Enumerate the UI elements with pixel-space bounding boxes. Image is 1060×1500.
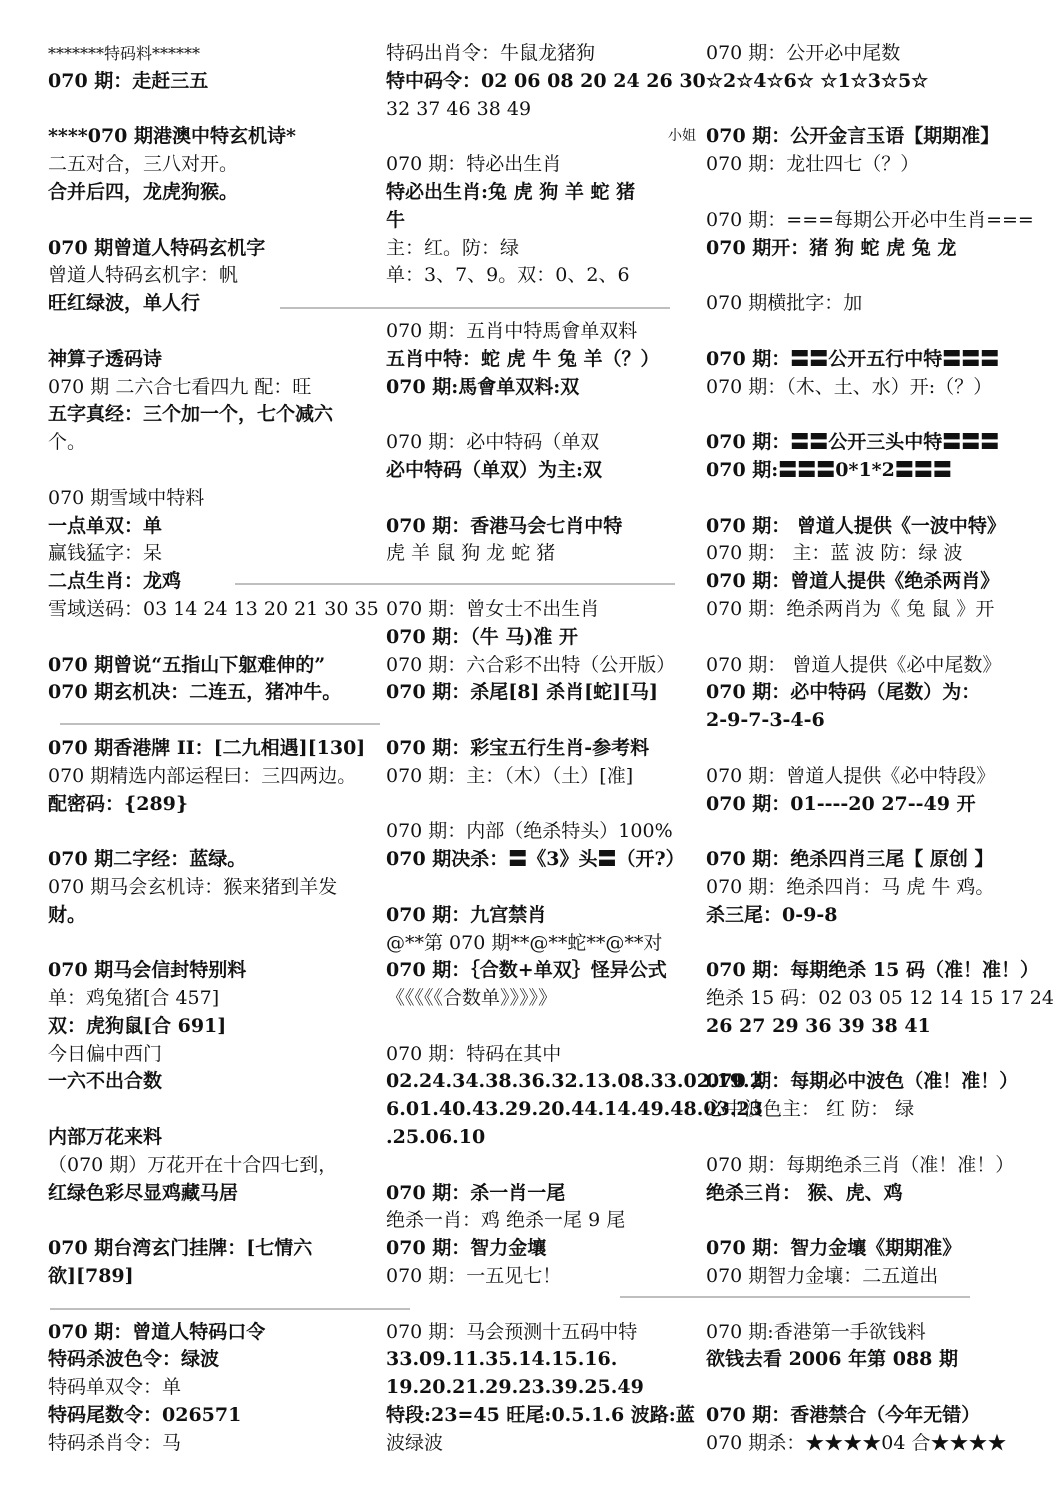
blank-line [706, 735, 1036, 763]
blank-line [386, 485, 696, 513]
scan-noise-line [235, 583, 675, 585]
text-line: 19.20.21.29.23.39.25.49 [386, 1376, 644, 1399]
text-line: 曾道人特码玄机字：帆 [48, 264, 239, 287]
blank-line [386, 791, 696, 819]
text-line: 070 期：杀尾[8] 杀肖[蛇][马] [386, 681, 659, 704]
text-line: 特码尾数令：026571 [48, 1404, 242, 1427]
text-line: 070 期：内部（绝杀特头）100% [386, 820, 673, 843]
text-line: 070 期：===每期公开必中生肖=== [706, 208, 1034, 231]
text-line: 红绿色彩尽显鸡藏马居 [48, 1181, 239, 1204]
text-line: 个。 [48, 431, 87, 454]
blank-line [706, 179, 1036, 207]
text-line: 小姐 [668, 128, 696, 145]
text-line: 02.24.34.38.36.32.13.08.33.02.19.2 [386, 1070, 763, 1093]
text-line: 合并后四，龙虎狗猴。 [48, 180, 239, 203]
text-line: 单：3、7、9。双：0、2、6 [386, 264, 630, 287]
blank-line [48, 818, 378, 846]
text-line: 070 期精选内部运程曰：三四两边。 [48, 764, 357, 787]
text-line: 070 期台湾玄门挂牌：[七情六 [48, 1237, 313, 1260]
text-line: 双：虎狗鼠[合 691] [48, 1014, 227, 1037]
text-line: 070 期：一五见七！ [386, 1265, 562, 1288]
text-line: 070 期：（木、土、水）开:（？） [706, 375, 993, 398]
text-line: 26 27 29 36 39 38 41 [706, 1014, 931, 1037]
text-line: 070 期决杀：〓《3》头〓（开?） [386, 848, 685, 871]
text-line: 今日偏中西门 [48, 1042, 163, 1065]
text-line: 32 37 46 38 49 [386, 97, 532, 120]
text-line: 070 期：曾道人提供《必中特段》 [706, 764, 996, 787]
text-line: 070 期：六合彩不出特（公开版） [386, 653, 676, 676]
blank-line [48, 96, 378, 124]
text-line: 特段:23=45 旺尾:0.5.1.6 波路:蓝 [386, 1404, 695, 1427]
text-line: 一六不出合数 [48, 1070, 163, 1093]
text-line: 070 期： 曾道人提供《必中尾数》 [706, 653, 1002, 676]
text-line: 二五对合，三八对开。 [48, 153, 239, 176]
blank-line [48, 1096, 378, 1124]
text-line: 欲][789] [48, 1265, 134, 1288]
text-line: 070 期：〓〓公开五行中特〓〓〓 [706, 347, 1000, 370]
text-line: 070 期：特必出生肖 [386, 153, 562, 176]
text-line: 五肖中特：蛇 虎 牛 兔 羊（？） [386, 347, 660, 370]
column-left [48, 40, 378, 1458]
blank-line [706, 1207, 1036, 1235]
blank-line [48, 1207, 378, 1235]
text-line: .25.06.10 [386, 1126, 486, 1149]
text-line: 070 期： 主：蓝 波 防：绿 波 [706, 542, 963, 565]
text-line: 070 期：〓〓公开三头中特〓〓〓 [706, 431, 1000, 454]
text-line: 070 期：彩宝五行生肖-参考料 [386, 736, 650, 759]
text-line: 070 期：公开金言玉语【期期准】 [706, 125, 1000, 148]
text-line: 070 期雪域中特料 [48, 486, 205, 509]
text-line: 070 期： 曾道人提供《一波中特》 [706, 514, 1006, 537]
text-line: 070 期：绝杀四肖三尾【 原创 】 [706, 848, 994, 871]
scan-noise-line [50, 1308, 410, 1310]
text-line: 配密码：{289} [48, 792, 189, 815]
text-line: 070 期杀：★★★★04 合★★★★ [706, 1431, 1007, 1454]
text-line: 二点生肖：龙鸡 [48, 570, 182, 593]
column-right [706, 40, 1054, 1458]
text-line: 070 期智力金壤：二五道出 [706, 1265, 939, 1288]
text-line: 070 期：曾女士不出生肖 [386, 597, 600, 620]
text-line: 070 期：曾道人特码口令 [48, 1320, 266, 1343]
column-middle [386, 40, 763, 1458]
text-line: 070 期二字经：蓝绿。 [48, 848, 247, 871]
text-line: 特中码令：02 06 08 20 24 26 30 [386, 69, 706, 92]
text-line: 杀三尾：0-9-8 [706, 903, 838, 926]
text-line: 《《《《《合数单》》》》》 [386, 987, 558, 1010]
text-line: 070 期:香港第一手欲钱料 [706, 1320, 926, 1343]
text-line: 070 期：01----20 27--49 开 [706, 792, 976, 815]
blank-line [386, 707, 696, 735]
text-line: ☆2☆4☆6☆ ☆1☆3☆5☆ [706, 69, 929, 92]
blank-line [706, 1041, 1036, 1069]
text-line: 070 期：智力金壤 [386, 1237, 547, 1260]
blank-line [48, 1291, 378, 1319]
text-line: 绝杀一肖：鸡 绝杀一尾 9 尾 [386, 1209, 626, 1232]
text-line: 070 期玄机决：二连五，猪冲牛。 [48, 681, 342, 704]
text-line: 虎 羊 鼠 狗 龙 蛇 猪 [386, 542, 556, 565]
blank-line [48, 707, 378, 735]
text-line: 绝杀三肖： 猴、虎、鸡 [706, 1181, 903, 1204]
scan-noise-line [620, 1296, 970, 1298]
text-line: 绝杀 15 码：02 03 05 12 14 15 17 24 [706, 987, 1054, 1010]
text-line: 赢钱猛字：呆 [48, 542, 163, 565]
blank-line [706, 96, 1036, 124]
text-line: 33.09.11.35.14.15.16. [386, 1348, 618, 1371]
text-line: 牛 [386, 208, 406, 231]
text-line: 070 期：走赶三五 [48, 69, 209, 92]
text-line: 神算子透码诗 [48, 347, 163, 370]
text-line: 必中波色主： 红 防： 绿 [706, 1098, 915, 1121]
text-line: 2-9-7-3-4-6 [706, 709, 825, 732]
text-line: 070 期：杀一肖一尾 [386, 1181, 566, 1204]
text-line: （070 期）万花开在十合四七到， [48, 1153, 338, 1176]
text-line: 070 期：曾道人提供《绝杀两肖》 [706, 570, 1000, 593]
text-line: 070 期：绝杀四肖：马 虎 牛 鸡。 [706, 875, 995, 898]
text-line: 特码出肖令：牛鼠龙猪狗 [386, 42, 596, 64]
text-line: 内部万花来料 [48, 1126, 163, 1149]
text-line: 070 期：每期绝杀 15 码（准！准！） [706, 959, 1039, 982]
text-line: 一点单双：单 [48, 514, 163, 537]
text-line: 070 期：龙壮四七（？） [706, 153, 920, 176]
text-line: 单：鸡兔猪[合 457] [48, 987, 220, 1010]
text-line: 070 期：九宫禁肖 [386, 903, 547, 926]
text-line: 特码杀肖令：马 [48, 1431, 182, 1454]
blank-line [706, 401, 1036, 429]
blank-line [48, 457, 378, 485]
blank-line [706, 930, 1036, 958]
blank-line [706, 318, 1036, 346]
text-line: 特必出生肖:兔 虎 狗 羊 蛇 猪 [386, 180, 636, 203]
text-line: 070 期开：猪 狗 蛇 虎 兔 龙 [706, 236, 957, 259]
blank-line [706, 818, 1036, 846]
text-line: 070 期：主：（木）（土）[准] [386, 764, 634, 787]
text-line: 070 期：香港禁合（今年无错） [706, 1404, 981, 1427]
blank-line [48, 624, 378, 652]
blank-line [48, 207, 378, 235]
text-line: 特码杀波色令：绿波 [48, 1348, 220, 1371]
text-line: 070 期：｛合数+单双｝怪异公式 [386, 959, 667, 982]
text-line: 070 期:〓〓〓0*1*2〓〓〓 [706, 458, 952, 481]
text-line: 070 期：每期必中波色（准！准！） [706, 1070, 1019, 1093]
text-line: 财。 [48, 903, 87, 926]
text-line: 主：红。防：绿 [386, 236, 520, 259]
blank-line [386, 874, 696, 902]
text-line: 波绿波 [386, 1431, 444, 1454]
text-line: 070 期:馬會单双料:双 [386, 375, 580, 398]
text-line: 五字真经：三个加一个，七个减六 [48, 403, 334, 426]
text-line: 旺红绿波，单人行 [48, 292, 201, 315]
text-line: 070 期：（牛 马)准 开 [386, 625, 578, 648]
text-line: 070 期：香港马会七肖中特 [386, 514, 623, 537]
text-line: 070 期：必中特码（单双 [386, 431, 600, 454]
text-line: 070 期曾道人特码玄机字 [48, 236, 266, 259]
text-line: 070 期 二六合七看四九 配：旺 [48, 375, 312, 398]
text-line: 特码单双令：单 [48, 1376, 182, 1399]
blank-line [386, 1152, 696, 1180]
text-line: 070 期曾说“五指山下躯难伸的” [48, 653, 326, 676]
text-line: ****070 期港澳中特玄机诗* [48, 125, 296, 148]
text-line: 6.01.40.43.29.20.44.14.49.48.03.23 [386, 1098, 763, 1121]
blank-line [386, 401, 696, 429]
blank-line [386, 1013, 696, 1041]
scan-noise-line [60, 723, 380, 725]
text-line: 070 期马会玄机诗：猴来猪到羊发 [48, 875, 338, 898]
blank-line [706, 624, 1036, 652]
text-line: 070 期：马会预测十五码中特 [386, 1320, 638, 1343]
blank-line [48, 930, 378, 958]
text-line: 070 期：智力金壤《期期准》 [706, 1237, 962, 1260]
text-line: 欲钱去看 2006 年第 088 期 [706, 1348, 959, 1371]
text-line: 雪域送码：03 14 24 13 20 21 30 35 [48, 597, 379, 620]
text-line: 070 期香港牌 II：[二九相遇][130] [48, 736, 366, 759]
text-line: 070 期马会信封特别料 [48, 959, 247, 982]
blank-line [706, 485, 1036, 513]
text-line: 070 期：绝杀两肖为《 兔 鼠 》开 [706, 597, 995, 620]
blank-line [706, 1124, 1036, 1152]
blank-line [706, 1374, 1036, 1402]
blank-line [386, 290, 696, 318]
text-line: *******特码料****** [48, 44, 201, 63]
text-line: 070 期：特码在其中 [386, 1042, 562, 1065]
blank-line [706, 262, 1036, 290]
text-line: 070 期：五肖中特馬會单双料 [386, 319, 638, 342]
text-line: 070 期：每期绝杀三肖（准！准！） [706, 1153, 1015, 1176]
text-line: 070 期横批字：加 [706, 292, 863, 315]
text-line: 070 期：必中特码（尾数）为： [706, 681, 981, 704]
text-line: @**第 070 期**@**蛇**@**对 [386, 931, 663, 954]
blank-line [48, 318, 378, 346]
scan-noise-line [280, 307, 670, 309]
text-line: 070 期：公开必中尾数 [706, 42, 901, 64]
text-line: 必中特码（单双）为主:双 [386, 458, 603, 481]
